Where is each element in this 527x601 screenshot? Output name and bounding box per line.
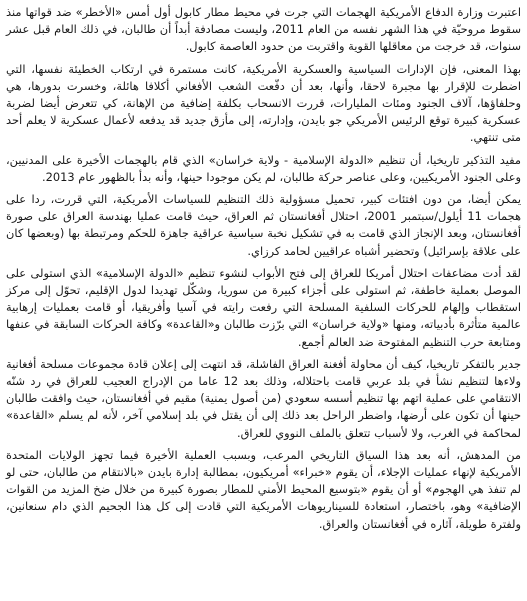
paragraph-4: يمكن أيضا، من دون افتئات كبير، تحميل مسؤولية ذلك التنظيم للسياسات الأمريكية، التي قررت، ردا على هجمات 11 أيلول/سبتمبر 2001، احتلال أفغانستان ثم العراق، حيث قامت عمليا بهندسة العراق على صورة أفغانستان، وبعد الإنجاز الذي قامت به في تشكيل نخبة سياسية عراقية جاهزة للحكم ومرتبطة بها (وبعضها كان على علاقة بإسرائيل) وتحضير أشباه عراقيين لحامد كرزاي. — [6, 192, 521, 258]
paragraph-6: جدير بالتفكر تاريخيا، كيف أن محاولة أفغنة العراق الفاشلة، قد انتهت إلى إعلان قادة مجموعات مسلحة أفغانية ولاءها لتنظيم نشأ في بلد عربي قامت باحتلاله، وذلك بعد 12 عاما من الإدراج العجيب للعراق في رد شنّه الانتقامي على عملية اتهم بها تنظيم أسسه سعودي (من أصول يمنية) مقيم في أفغانستان، حيث وافقت طالبان حينها أن تكون على أرضها، واضطر الراحل بعد ذلك إلى أن يقتل في بلد إسلامي آخر، لأنه لم يسلم «القاعدة» لمحاكمة في الغرب، ولا لأسباب تتعلق بالملف النووي للعراق. — [6, 356, 521, 440]
paragraph-5: لقد أدت مضاعفات احتلال أمريكا للعراق إلى فتح الأبواب لنشوء تنظيم «الدولة الإسلامية» الذي استولى على الموصل بعملية خاطفة، ثم استولى على أجزاء كبيرة من سوريا، وشكّل تهديدا لدول الإقليم، تحوّل إلى مركز استقطاب وإلهام للحركات السلفية المسلحة التي رفعت رايته في آسيا وأفريقيا، أو قامت بعمليات إرهابية عالمية متأثرة بأدبياته، ومنها «ولاية خراسان» التي برّزت طالبان و«القاعدة» وكافة الحركات السابقة في عنفها ومتابعة حرب التنظيم المفتوحة ضد العالم أجمع. — [6, 265, 521, 349]
paragraph-2: بهذا المعنى، فإن الإدارات السياسية والعسكرية الأمريكية، كانت مستمرة في ارتكاب الخطيئة نفسها، التي اضطرت للإقرار بها مجبرة لاحقا، وأنها، بعد أن دفّعت الشعب الأفغاني أكلافا هائلة، وخسرت بدورها، هي وحلفاؤها، آلاف الجنود ومئات المليارات، قررت الانسحاب بكلفة إضافية من الإهانة، كي تتعرض أيضا لضربة عسكرية كبيرة توقع الرئيس الأمريكي جو بايدن، وإدارته، إلى مأزق جديد قد يدفعه لأعمال عسكرية لا يعلم أحد متى تنتهي. — [6, 61, 521, 145]
paragraph-7: من المدهش، أنه بعد هذا السياق التاريخي المرعب، وبسبب العملية الأخيرة فيما تجهز الولايات المتحدة الأمريكية لإنهاء عمليات الإجلاء، أن يقوم «خبراء» أمريكيون، بمطالبة إدارة بايدن «بالانتقام من طالبان، حتى لو لم تنفذ هي الهجوم» أو أن يقوم «بتوسيع المحيط الأمني للمطار بصورة كبيرة من خلال ضخ المزيد من القوات الإضافية» وهو، باختصار، استعادة للسيناريوهات الأمريكية التي قادت إلى كل هذا الجحيم الذي دام سنعانين، ولفترة طويلة، آثاره في أفغانستان والعراق. — [6, 447, 521, 531]
paragraph-1: اعتبرت وزارة الدفاع الأمريكية الهجمات التي جرت في محيط مطار كابول أول أمس «الأخطر» ضد قواتها منذ سقوط مروحيّة في هذا الشهر نفسه من العام 2011، وليست مصادفة أبداً أن طالبان، في ذلك العام قبل عشر سنوات، قد خرجت من معاقلها القوية واقتربت من حدود العاصمة كابول. — [6, 5, 521, 54]
paragraph-3: مفيد التذكير تاريخيا، أن تنظيم «الدولة الإسلامية - ولاية خراسان» الذي قام بالهجمات الأخيرة على المدنيين، وعلى الجنود الأمريكيين، وعلى عناصر حركة طالبان، لم يكن موجودا حينها، وأنه بدأ بالظهور عام 2013. — [6, 152, 521, 184]
